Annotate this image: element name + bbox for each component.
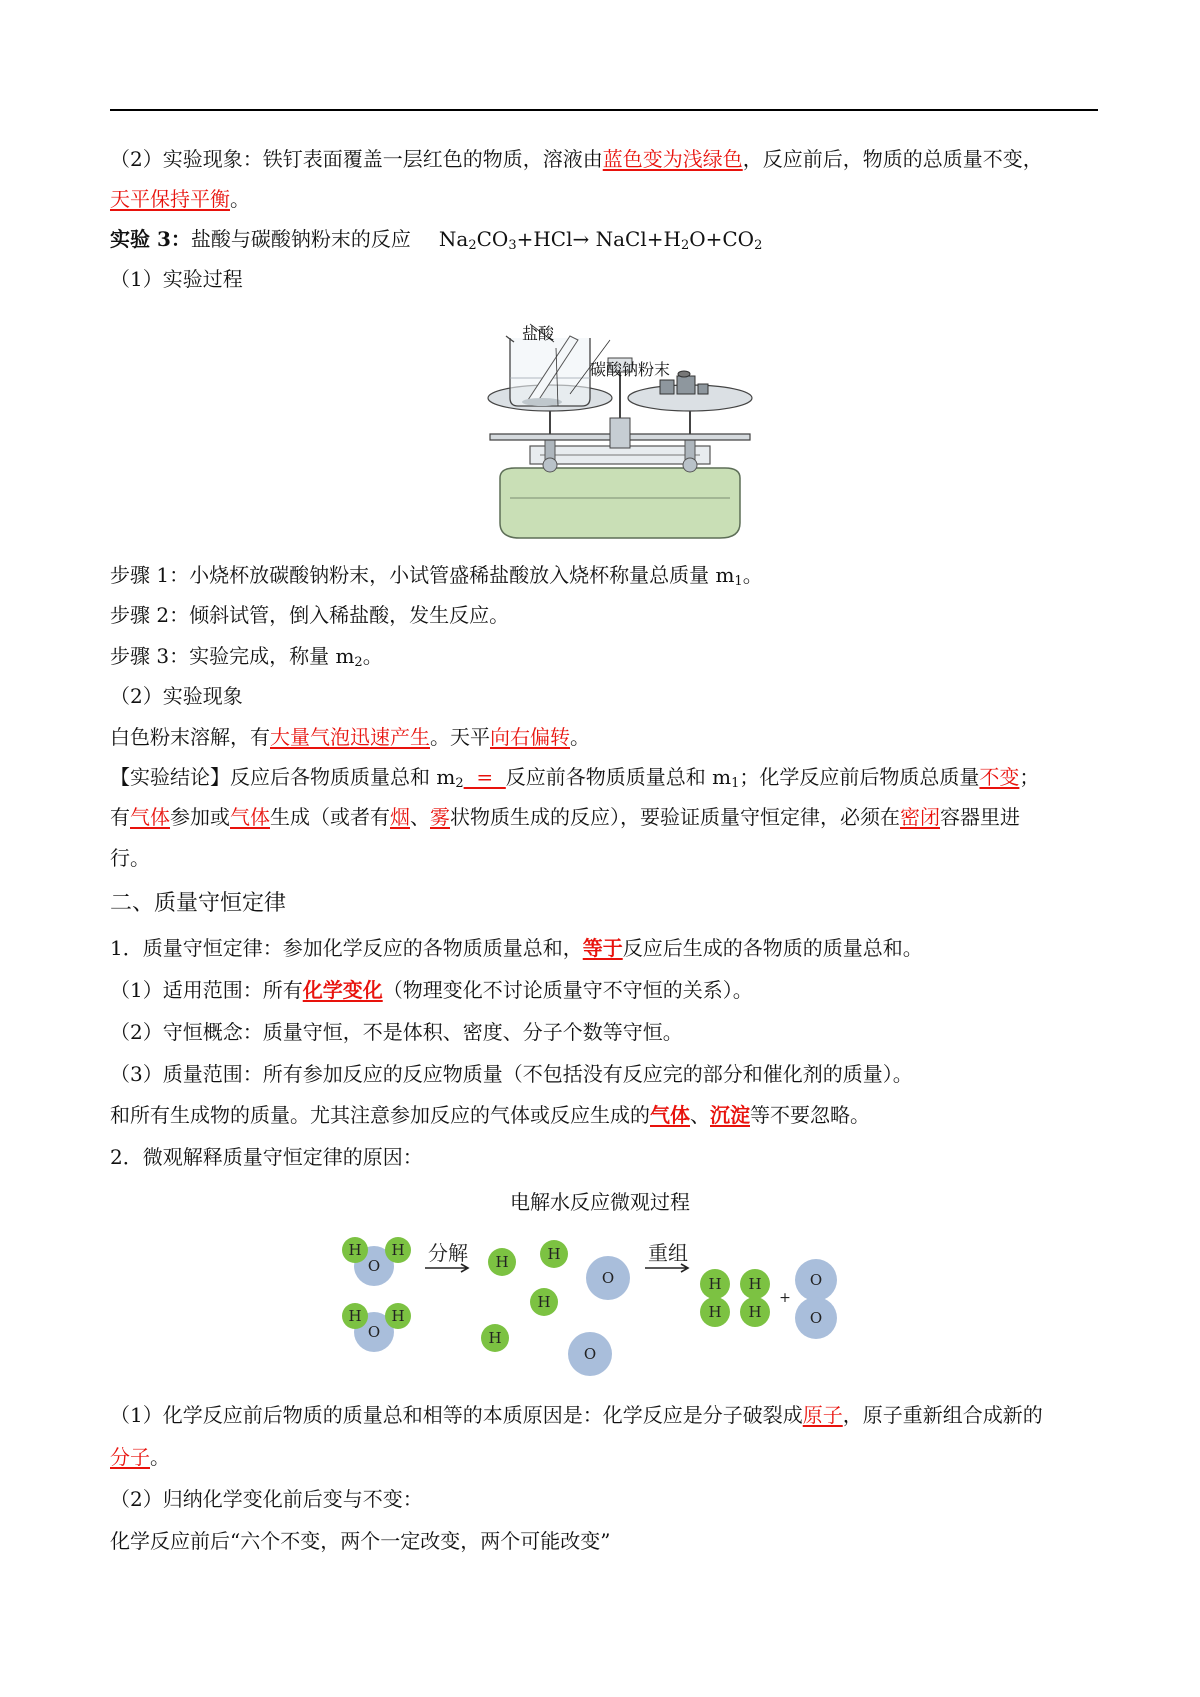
phenomenon-line-1: [110, 144, 1100, 174]
conclusion-line-1: 【实验结论】反应后各物质质量总和 $m_2$ = 反应前各物质质量总和 $m_1$；化学反应前后物质总质量不变；: [110, 765, 1040, 791]
answer-blank: 向右偏转: [490, 725, 570, 749]
atom-label: O: [367, 1257, 381, 1275]
answer-blank: 天平保持平衡: [110, 187, 230, 211]
decompose-arrow: [425, 1264, 468, 1272]
section-heading: 二、质量守恒定律: [110, 891, 287, 916]
conclusion-line-3: 行。: [110, 846, 150, 870]
atom-label: H: [391, 1241, 405, 1259]
atom-label: H: [708, 1303, 722, 1321]
reason-line-1: （1）化学反应前后物质的质量总和相等的本质原因是：化学反应是分子破裂成原子，原子重新组合成新的: [110, 1403, 1043, 1427]
answer-blank: 大量气泡迅速产生: [270, 725, 430, 749]
step-2: 步骤 2：倾斜试管，倒入稀盐酸，发生反应。: [110, 603, 510, 627]
mass-scope-line-2: 和所有生成物的质量。尤其注意参加反应的气体或反应生成的气体、沉淀等不要忽略。: [110, 1103, 870, 1127]
text: ，反应前后，物质的总质量不变，: [742, 147, 1043, 171]
atom-label: O: [809, 1271, 823, 1289]
experiment-3-heading: [110, 224, 1100, 261]
answer-blank: 沉淀: [710, 1103, 750, 1127]
balance-figure: [470, 318, 770, 546]
reason-line-2: 分子。: [110, 1445, 170, 1469]
answer-blank: 化学变化: [302, 978, 383, 1002]
label-powder: 碳酸钠粉末: [590, 360, 671, 379]
atom-label: H: [537, 1293, 551, 1311]
answer-blank: 原子: [802, 1403, 843, 1427]
atom-label: H: [348, 1241, 362, 1259]
answer-blank: 烟: [390, 805, 410, 829]
decompose-label: 分解: [428, 1241, 468, 1265]
concept-line: （2）守恒概念：质量守恒，不是体积、密度、分子个数等守恒。: [110, 1020, 683, 1044]
chemical-equation: $Na_2CO_3+HCl\to$ $NaCl+H_2O+CO_2$: [438, 227, 763, 253]
step-3: 步骤 3：实验完成，称量 $m_2$。: [110, 644, 383, 670]
answer-blank: 等于: [582, 936, 623, 960]
atom-label: H: [748, 1275, 762, 1293]
law-line: 1．质量守恒定律：参加化学反应的各物质质量总和，等于反应后生成的各物质的质量总和。: [110, 936, 923, 960]
mass-scope-line: （3）质量范围：所有参加反应的反应物质量（不包括没有反应完的部分和催化剂的质量）。: [110, 1062, 913, 1086]
phenomenon-line: 白色粉末溶解，有大量气泡迅速产生。天平向右偏转。: [110, 725, 590, 749]
atom-label: H: [547, 1245, 561, 1263]
six-unchanged-line: 化学反应前后“六个不变，两个一定改变，两个可能改变”: [110, 1529, 611, 1553]
atom-label: O: [809, 1309, 823, 1327]
text: （2）实验现象：铁钉表面覆盖一层红色的物质，溶液由: [110, 147, 603, 171]
answer-blank: 蓝色变为浅绿色: [602, 147, 743, 171]
recombine-label: 重组: [648, 1241, 688, 1265]
header-rule: [110, 109, 1098, 111]
figure-title: 电解水反应微观过程: [510, 1190, 690, 1214]
atom-label: O: [367, 1323, 381, 1341]
atom-label: H: [391, 1307, 405, 1325]
answer-blank: =: [463, 765, 506, 789]
answer-blank: 密闭: [900, 805, 940, 829]
atom-label: H: [488, 1329, 502, 1347]
atom-label: H: [348, 1307, 362, 1325]
experiment-label: 实验 3：: [110, 227, 191, 251]
step-1: 步骤 1：小烧杯放碳酸钠粉末，小试管盛稀盐酸放入烧杯称量总质量 $m_1$。: [110, 563, 763, 589]
answer-blank: 气体: [130, 805, 170, 829]
atom-label: O: [601, 1269, 615, 1287]
process-heading: （1）实验过程: [110, 267, 243, 291]
text: 。: [230, 187, 250, 211]
atom-label: O: [583, 1345, 597, 1363]
summary-heading: （2）归纳化学变化前后变与不变：: [110, 1487, 423, 1511]
answer-blank: 雾: [430, 805, 450, 829]
scope-line: （1）适用范围：所有化学变化（物理变化不讨论质量守不守恒的关系）。: [110, 978, 753, 1002]
conclusion-line-2: 有气体参加或气体生成（或者有烟、雾状物质生成的反应），要验证质量守恒定律，必须在密闭容器里进: [110, 805, 1020, 829]
electrolysis-figure: [330, 1228, 880, 1378]
atom-label: H: [748, 1303, 762, 1321]
plus-sign: +: [779, 1290, 791, 1306]
recombine-arrow: [645, 1264, 688, 1272]
answer-blank: 分子: [110, 1445, 150, 1469]
answer-blank: 不变: [979, 765, 1020, 789]
phenomenon-line-2: [110, 184, 1100, 214]
atom-label: H: [708, 1275, 722, 1293]
label-acid: 盐酸: [522, 324, 555, 343]
phenomenon-heading: （2）实验现象: [110, 684, 243, 708]
answer-blank: 气体: [650, 1103, 690, 1127]
answer-blank: 气体: [230, 805, 270, 829]
experiment-title: 盐酸与碳酸钠粉末的反应: [190, 227, 411, 251]
micro-heading: 2．微观解释质量守恒定律的原因：: [110, 1145, 423, 1169]
atom-label: H: [495, 1253, 509, 1271]
